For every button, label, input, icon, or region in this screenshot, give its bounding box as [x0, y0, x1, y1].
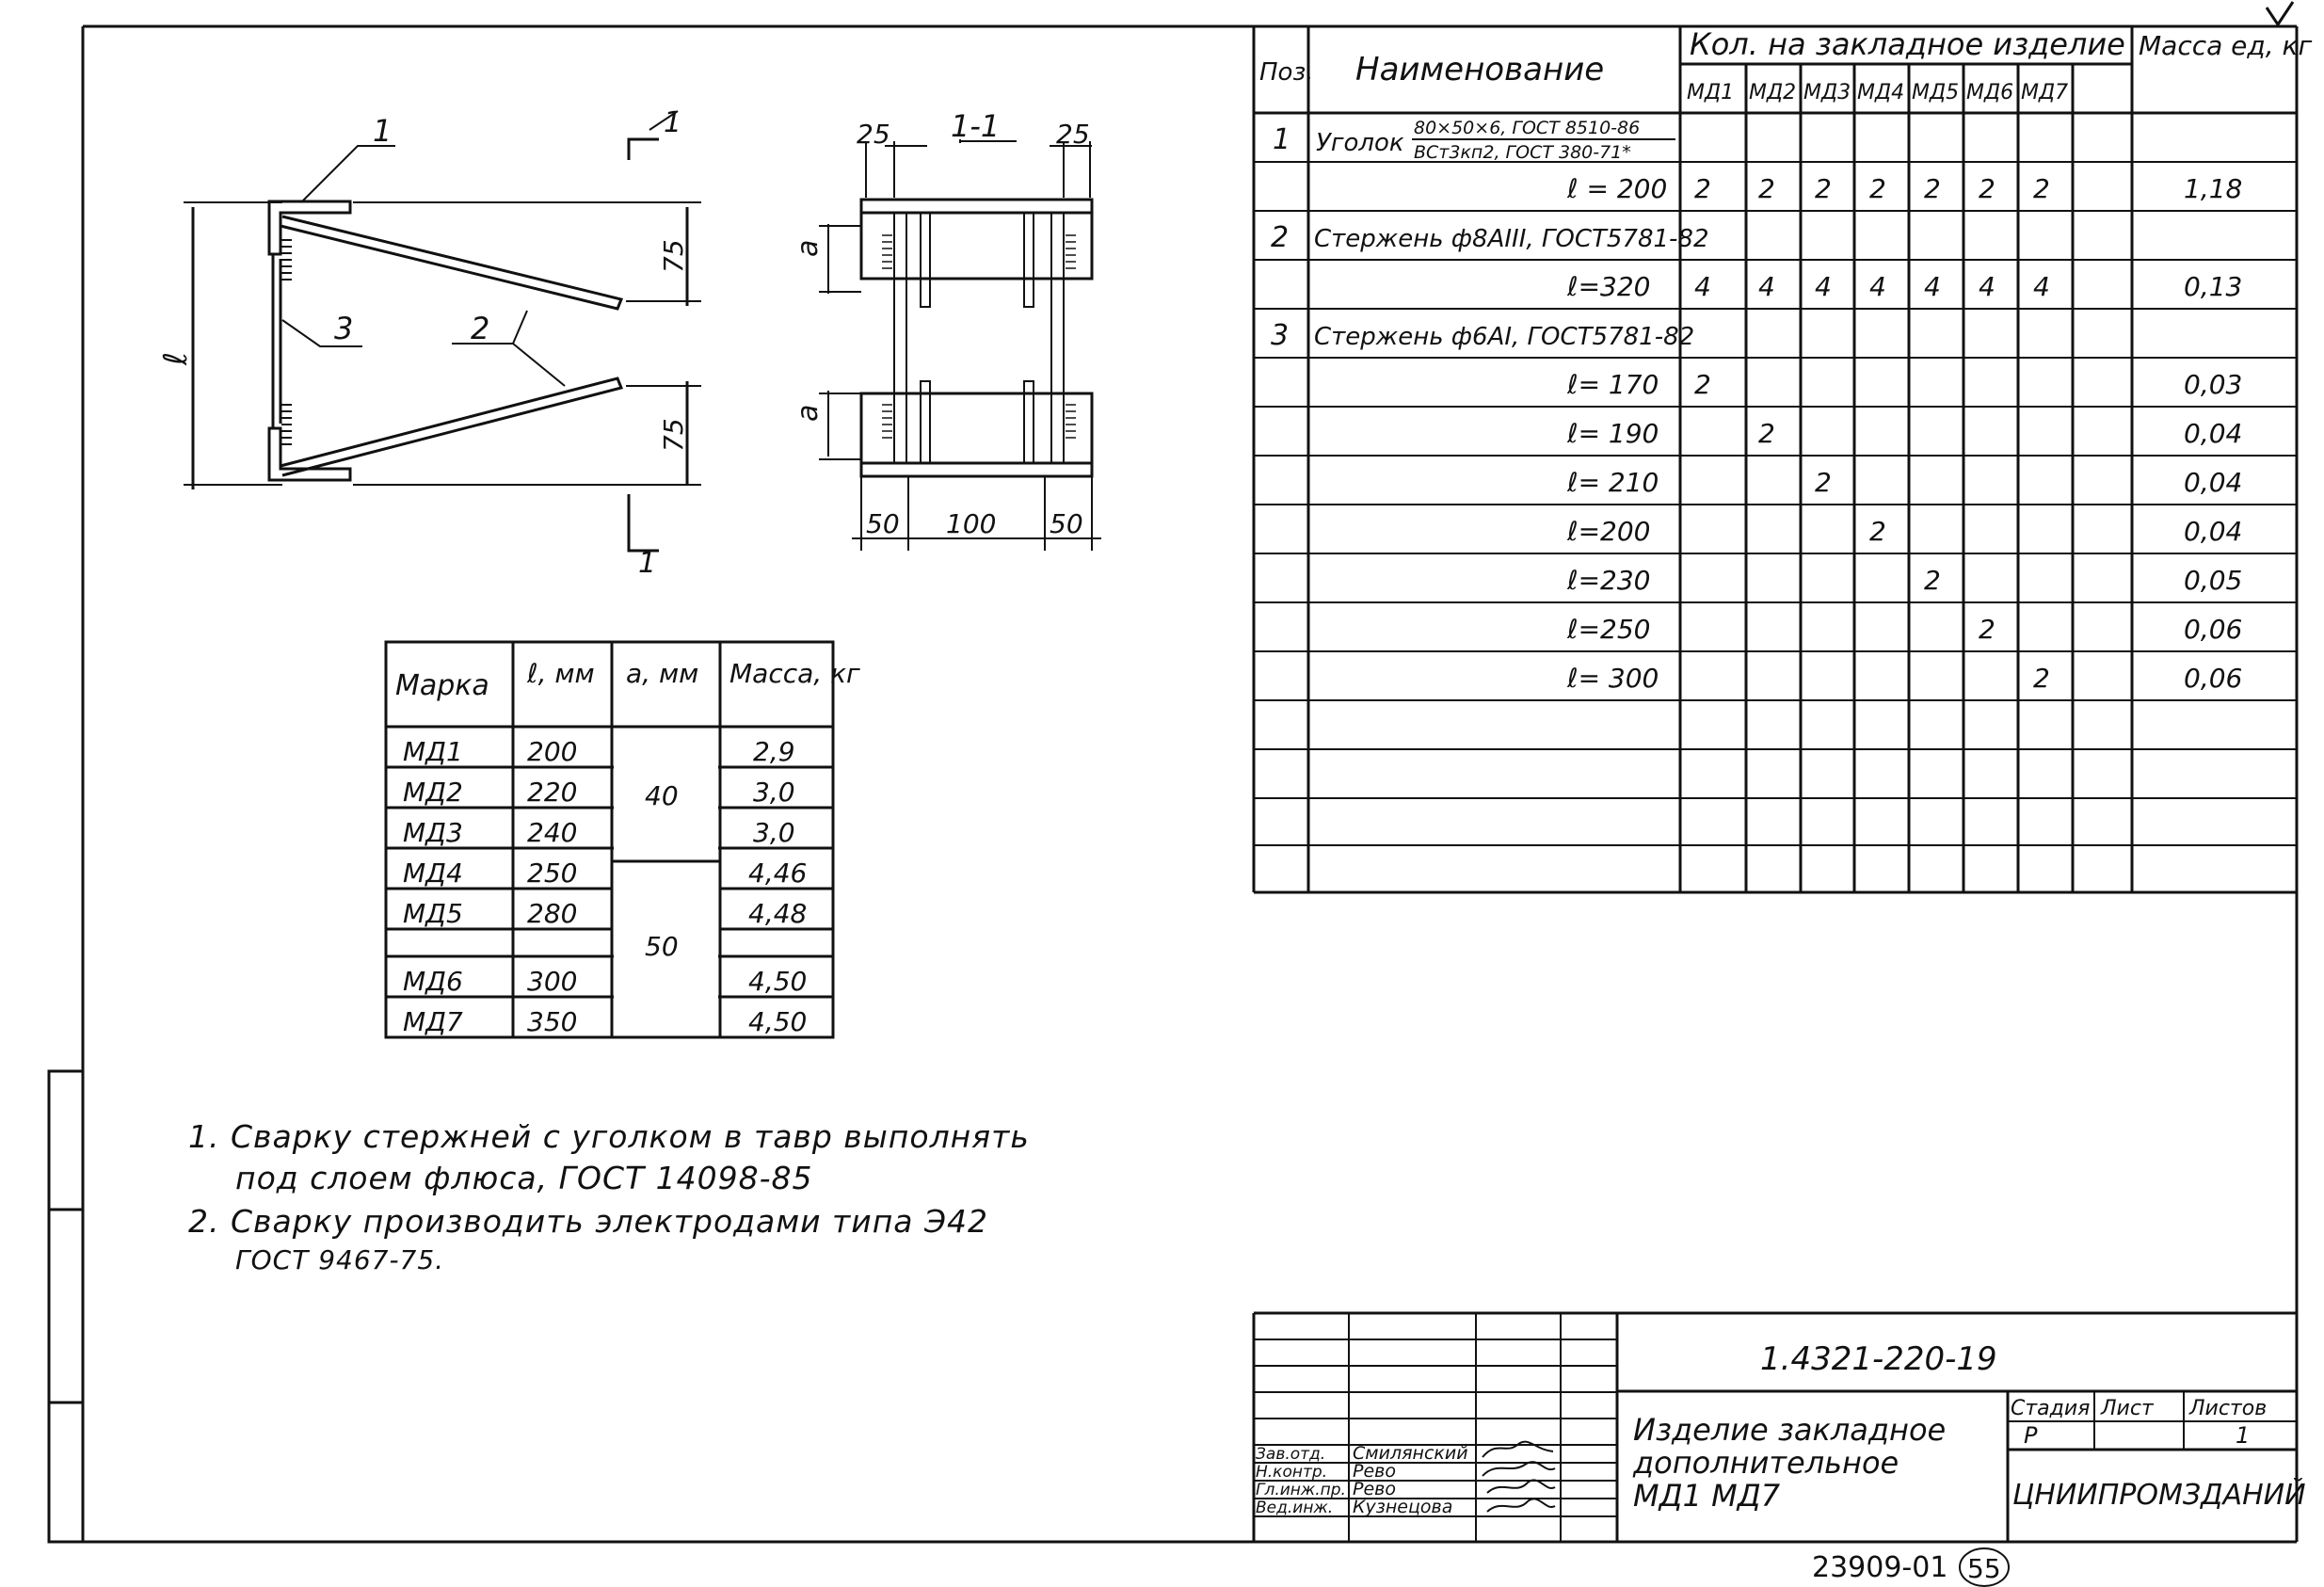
mass-cell: 4,46	[748, 858, 808, 889]
section-title: 1-1	[951, 108, 1001, 144]
qty: 2	[1979, 173, 1995, 204]
qty: 4	[1924, 271, 1941, 302]
mark-cell: МД6	[403, 966, 463, 997]
qty: 2	[1924, 565, 1941, 596]
mark-cell: МД7	[403, 1006, 463, 1037]
l-cell: 300	[527, 966, 578, 997]
spec-name: Уголок	[1316, 129, 1404, 157]
qty: 4	[1815, 271, 1832, 302]
note-2-line-1: 2. Сварку производить электродами типа Э42	[188, 1203, 989, 1240]
a-group-value: 40	[645, 780, 679, 811]
stage-value: Р	[2024, 1422, 2038, 1449]
a-group-value: 50	[645, 931, 679, 962]
l-cell: 220	[527, 777, 578, 808]
note-1-line-2: под слоем флюса, ГОСТ 14098-85	[235, 1160, 813, 1196]
dim-100: 100	[946, 508, 997, 539]
qty: 2	[1979, 614, 1995, 645]
mass-cell: 4,50	[748, 966, 808, 997]
mark-cell: МД5	[403, 898, 463, 929]
role: Вед.инж.	[1256, 1499, 1334, 1517]
spec-mass: 0,04	[2184, 516, 2243, 547]
note-2-line-2: ГОСТ 9467-75.	[235, 1244, 445, 1275]
section-mark-bottom: 1	[638, 547, 657, 580]
spec-pos: 3	[1271, 319, 1290, 352]
signature-4	[1487, 1499, 1555, 1512]
title-line-3: МД1 МД7	[1633, 1478, 1781, 1514]
dim-25-right: 25	[1056, 119, 1090, 150]
l-cell: 250	[527, 858, 578, 889]
spec-mass: 0,04	[2184, 418, 2243, 449]
l-cell: 240	[527, 817, 578, 848]
mark-cell: МД4	[403, 858, 463, 889]
spec-length: ℓ = 200	[1567, 173, 1668, 204]
l-cell: 200	[527, 736, 578, 767]
mark-header: МД3	[1803, 81, 1851, 104]
dim-50-right: 50	[1050, 508, 1083, 539]
role: Гл.инж.пр.	[1256, 1481, 1346, 1499]
title-line-1: Изделие закладное	[1633, 1412, 1947, 1448]
spec-length: ℓ= 170	[1567, 369, 1659, 400]
elevation-view	[184, 111, 701, 551]
spec-header-name: Наименование	[1355, 51, 1605, 88]
mark-cell: МД2	[403, 777, 463, 808]
spec-mass: 0,04	[2184, 467, 2243, 498]
qty: 2	[2033, 663, 2050, 694]
signatures	[1483, 1442, 1555, 1512]
spec-pos: 2	[1271, 221, 1290, 254]
inventory-number: 23909-01	[1812, 1551, 1948, 1584]
pos-label-1: 1	[373, 113, 393, 149]
spec-length: ℓ= 190	[1567, 418, 1659, 449]
spec-length: ℓ= 300	[1567, 663, 1659, 694]
spec-mass: 0,13	[2184, 271, 2243, 302]
qty: 2	[1758, 173, 1775, 204]
spec-mass: 0,06	[2184, 663, 2243, 694]
person-name: Рево	[1353, 1461, 1396, 1482]
spec-header-mass: Масса ед, кг	[2139, 30, 2313, 61]
qty: 2	[1869, 516, 1886, 547]
spec-length: ℓ=230	[1567, 565, 1651, 596]
mark-header: МД1	[1687, 81, 1735, 104]
qty: 4	[1979, 271, 1995, 302]
spec-length: ℓ=320	[1567, 271, 1651, 302]
page-number: 55	[1967, 1553, 2001, 1584]
role: Н.контр.	[1256, 1463, 1328, 1482]
spec-mass: 0,05	[2184, 565, 2243, 596]
corner-mark	[2267, 2, 2293, 24]
mass-cell: 4,48	[748, 898, 808, 929]
spec-name: Стержень ф8АIII, ГОСТ5781-82	[1314, 225, 1709, 253]
qty: 4	[1869, 271, 1886, 302]
note-1-line-1: 1. Сварку стержней с уголком в тавр выполнять	[188, 1118, 1030, 1155]
pos-label-2: 2	[471, 311, 490, 346]
qty: 2	[1758, 418, 1775, 449]
section-mark-top: 1	[664, 106, 682, 139]
signature-3	[1487, 1480, 1555, 1493]
marks-header-mass: Масса, кг	[729, 658, 860, 689]
mark-header: МД4	[1857, 81, 1905, 104]
dim-a-bottom: a	[792, 404, 825, 422]
qty: 4	[1758, 271, 1775, 302]
role: Зав.отд.	[1256, 1445, 1326, 1464]
stage-label: Стадия	[2011, 1397, 2091, 1420]
section-view	[819, 139, 1101, 551]
mass-cell: 4,50	[748, 1006, 808, 1037]
l-cell: 350	[527, 1006, 578, 1037]
spec-length: ℓ= 210	[1567, 467, 1659, 498]
mark-cell: МД3	[403, 817, 463, 848]
sheet-value: 1	[2236, 1422, 2251, 1449]
spec-mass: 0,06	[2184, 614, 2243, 645]
mark-header: МД2	[1749, 81, 1797, 104]
spec-header-qty: Кол. на закладное изделие	[1690, 26, 2125, 62]
mass-cell: 3,0	[753, 777, 795, 808]
mark-cell: МД1	[403, 736, 463, 767]
marks-rows	[403, 736, 807, 1037]
pos-label-3: 3	[334, 311, 354, 346]
spec-name-top: 80×50×6, ГОСТ 8510-86	[1414, 118, 1641, 138]
dim-75-bottom: 75	[658, 418, 689, 452]
spec-mass: 0,03	[2184, 369, 2243, 400]
qty: 2	[1924, 173, 1941, 204]
marks-header-a: a, мм	[626, 658, 699, 689]
mass-cell: 3,0	[753, 817, 795, 848]
spec-name: Стержень ф6АI, ГОСТ5781-82	[1314, 323, 1695, 351]
qty: 4	[1694, 271, 1711, 302]
title-line-2: дополнительное	[1633, 1445, 1899, 1481]
mark-header: МД6	[1966, 81, 2014, 104]
dim-75-top: 75	[658, 239, 689, 273]
spec-length: ℓ=200	[1567, 516, 1651, 547]
dim-a-top: a	[792, 239, 825, 257]
spec-table-grid	[1254, 26, 2297, 892]
dim-25-left: 25	[857, 119, 890, 150]
length-label: ℓ	[157, 351, 195, 365]
marks-header-l: ℓ, мм	[527, 658, 595, 689]
person-name: Рево	[1353, 1479, 1396, 1499]
mark-header: МД5	[1912, 81, 1960, 104]
doc-number: 1.4321-220-19	[1760, 1340, 1997, 1378]
qty: 2	[2033, 173, 2050, 204]
l-cell: 280	[527, 898, 578, 929]
qty: 2	[1694, 173, 1711, 204]
sheets-label: Листов	[2189, 1397, 2268, 1420]
marks-header-mark: Марка	[395, 669, 489, 702]
qty: 2	[1869, 173, 1886, 204]
mark-header: МД7	[2021, 81, 2069, 104]
spec-mass: 1,18	[2184, 173, 2243, 204]
spec-row-lines	[1254, 162, 2297, 845]
spec-length: ℓ=250	[1567, 614, 1651, 645]
signature-2	[1483, 1462, 1555, 1476]
spec-header-pos: Поз.	[1259, 58, 1314, 87]
spec-mark-headers	[1687, 81, 2068, 104]
org-name: ЦНИИПРОМЗДАНИЙ	[2012, 1479, 2306, 1512]
person-name: Смилянский	[1353, 1443, 1468, 1464]
mass-cell: 2,9	[753, 736, 795, 767]
qty: 2	[1694, 369, 1711, 400]
qty: 2	[1815, 467, 1832, 498]
dim-50-left: 50	[866, 508, 900, 539]
spec-pos: 1	[1273, 123, 1291, 156]
sheet-label: Лист	[2101, 1397, 2154, 1420]
qty: 2	[1815, 173, 1832, 204]
person-name: Кузнецова	[1353, 1497, 1453, 1517]
qty: 4	[2033, 271, 2050, 302]
spec-name-bottom: ВСт3кп2, ГОСТ 380-71*	[1414, 142, 1631, 163]
